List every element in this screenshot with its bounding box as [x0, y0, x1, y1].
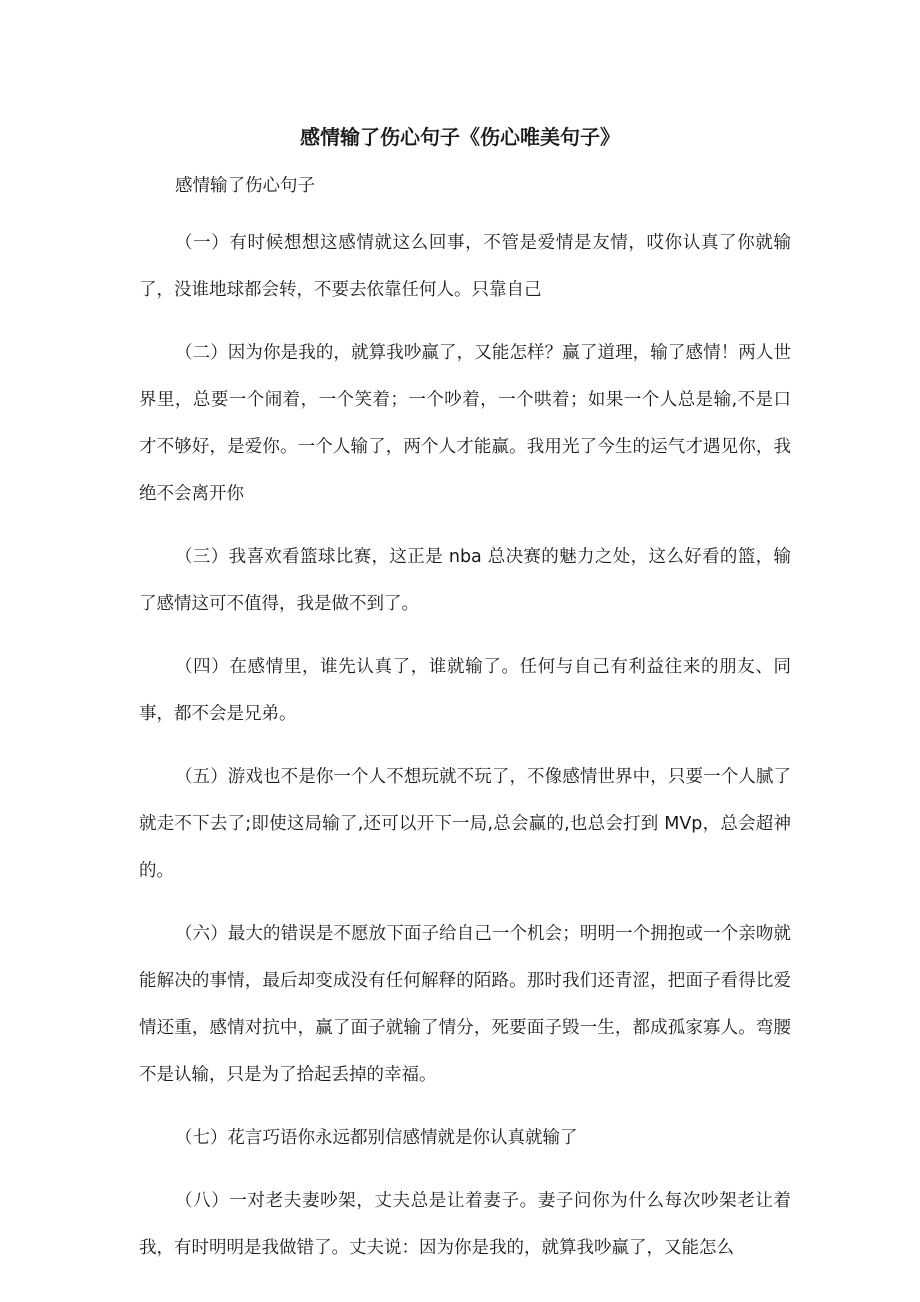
paragraph-6: （六）最大的错误是不愿放下面子给自己一个机会；明明一个拥抱或一个亲吻就能解决的事情，最后却变成没有任何解释的陌路。那时我们还青涩，把面子看得比爱情还重，感情对抗中，赢了面子就输了情分，死要面子毁一生，都成孤家寡人。弯腰不是认输，只是为了拾起丢掉的幸福。	[139, 924, 791, 1085]
paragraph-5: （五）游戏也不是你一个人不想玩就不玩了，不像感情世界中，只要一个人腻了就走不下去了;即使这局输了,还可以开下一局,总会赢的,也总会打到 MVp，总会超神的。	[139, 767, 791, 881]
document-subtitle: 感情输了伤心句子	[175, 176, 315, 196]
paragraph-1: （一）有时候想想这感情就这么回事，不管是爱情是友情，哎你认真了你就输了，没谁地球都会转，不要去依靠任何人。只靠自己	[139, 233, 791, 300]
paragraph-7: （七）花言巧语你永远都别信感情就是你认真就输了	[175, 1128, 578, 1148]
document-body	[139, 168, 791, 1288]
paragraph-4: （四）在感情里，谁先认真了，谁就输了。任何与自己有利益往来的朋友、同事，都不会是兄弟。	[139, 657, 791, 724]
paragraph-3: （三）我喜欢看篮球比赛，这正是 nba 总决赛的魅力之处，这么好看的篮，输了感情这可不值得，我是做不到了。	[139, 547, 791, 614]
paragraph-8: （八）一对老夫妻吵架，丈夫总是让着妻子。妻子问你为什么每次吵架老让着我，有时明明是我做错了。丈夫说：因为你是我的，就算我吵赢了，又能怎么	[139, 1191, 791, 1258]
paragraph-2: （二）因为你是我的，就算我吵赢了，又能怎样？赢了道理，输了感情！两人世界里，总要一个闹着，一个笑着；一个吵着，一个哄着；如果一个人总是输,不是口才不够好，是爱你。一个人输了，两个人才能赢。我用光了今生的运气才遇见你，我绝不会离开你	[139, 343, 791, 504]
document-title: 感情输了伤心句子《伤心唯美句子》	[300, 125, 620, 149]
